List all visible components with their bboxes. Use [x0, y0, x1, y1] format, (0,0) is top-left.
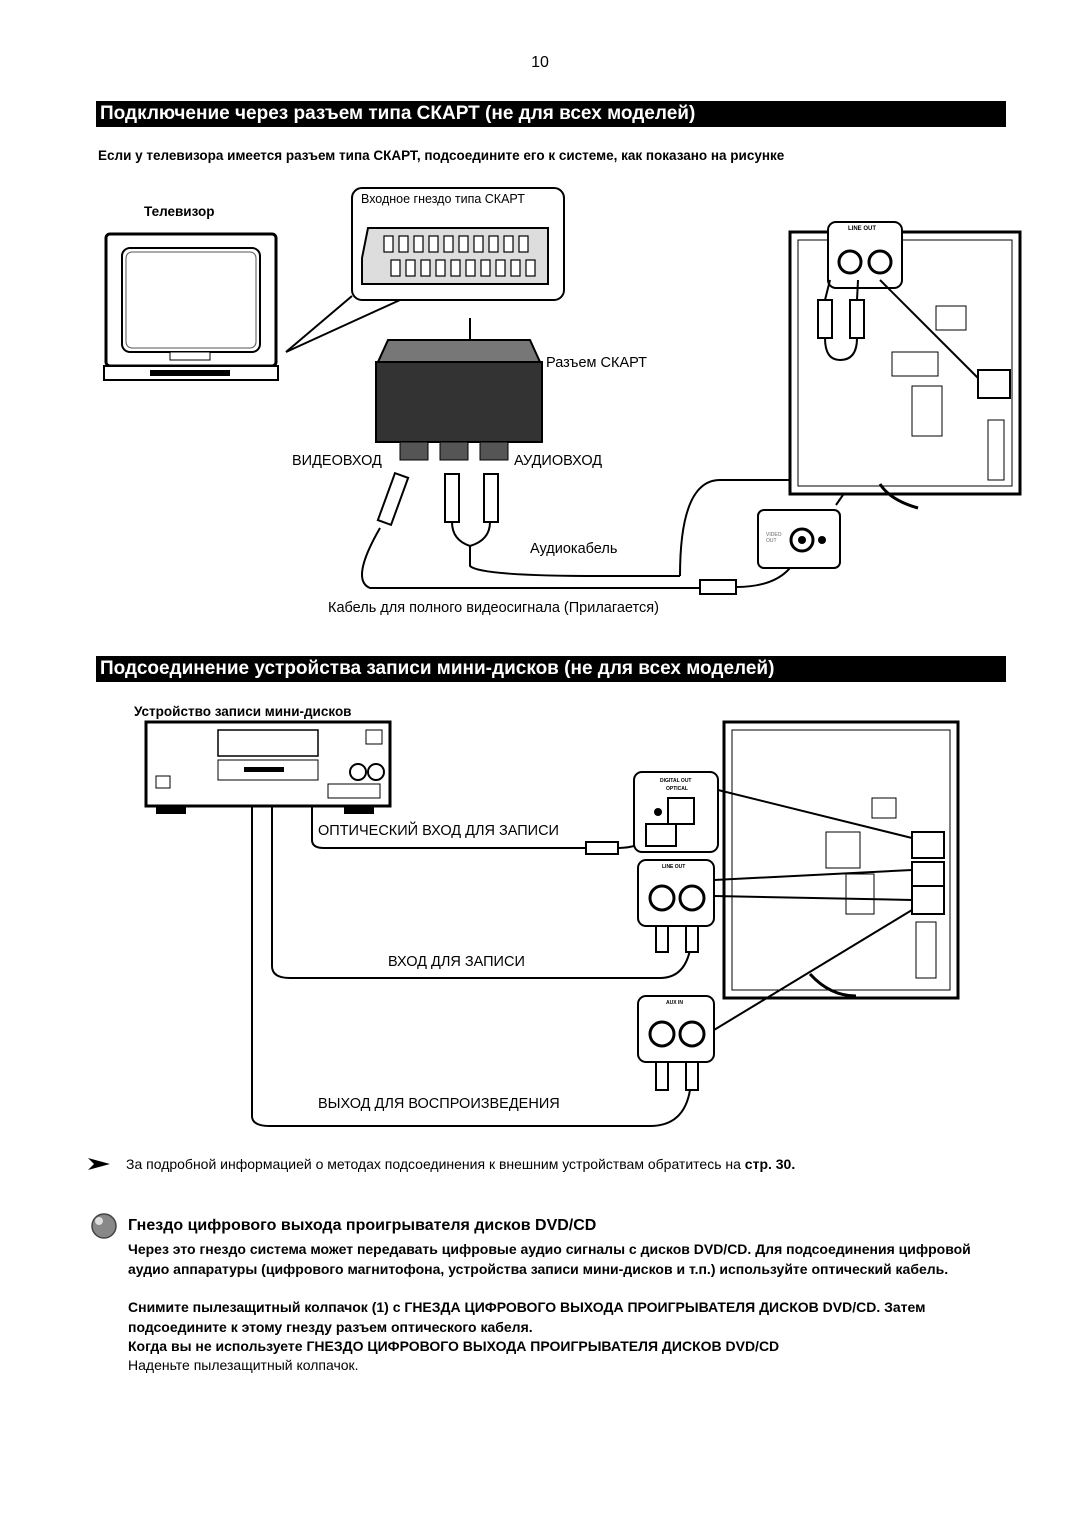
- md-recorder-label: Устройство записи мини-дисков: [134, 704, 352, 719]
- scart-input-label: Входное гнездо типа СКАРТ: [361, 192, 525, 206]
- line-out-panel-label-1: LINE OUT: [848, 226, 876, 232]
- audio-in-label: АУДИОВХОД: [514, 453, 603, 469]
- audio-cable-label: Аудиокабель: [530, 541, 618, 557]
- line-out-panel-2: [638, 860, 714, 952]
- tv-label: Телевизор: [144, 204, 215, 219]
- reference-page-link: стр. 30.: [744, 1156, 796, 1172]
- aux-in-panel-label: AUX IN: [666, 1000, 683, 1006]
- system-rear-panel-1: [790, 222, 1020, 508]
- reference-note-text: За подробной информацией о методах подсоединения к внешним устройствам обратитесь на: [126, 1156, 741, 1172]
- digital-out-paragraph-1: Через это гнездо система может передавать цифровые аудио сигналы с дисков DVD/CD. Для подсоединения цифровой аудио аппаратуры (цифрового магнитофона, устройства записи мини-дисков и т.п.) используйте оптический кабель.: [128, 1241, 971, 1277]
- aux-in-panel: [638, 996, 714, 1090]
- section-scart-title: Подключение через разъем типа СКАРТ (не для всех моделей): [96, 101, 1006, 127]
- optical-in-label: ОПТИЧЕСКИЙ ВХОД ДЛЯ ЗАПИСИ: [318, 823, 559, 839]
- digital-out-paragraph-4: Наденьте пылезащитный колпачок.: [128, 1357, 359, 1373]
- section-md-title: Подсоединение устройства записи мини-дисков (не для всех моделей): [96, 656, 1006, 682]
- md-recorder-illustration: [146, 722, 390, 814]
- line-out-panel-label-2: LINE OUT: [662, 864, 686, 870]
- scart-connector-label: Разъем СКАРТ: [546, 355, 648, 371]
- video-in-label: ВИДЕОВХОД: [292, 453, 382, 469]
- tv-illustration: [104, 234, 278, 380]
- video-out-panel-label: VIDEO OUT: [766, 532, 782, 544]
- play-out-label: ВЫХОД ДЛЯ ВОСПРОИЗВЕДЕНИЯ: [318, 1096, 560, 1112]
- reference-note: [126, 1156, 795, 1172]
- scart-adapter: [376, 318, 542, 460]
- digital-out-panel-label: DIGITAL OUT: [660, 778, 692, 784]
- digital-out-panel: [634, 772, 718, 852]
- digital-out-paragraph-3: Когда вы не используете ГНЕЗДО ЦИФРОВОГО ВЫХОДА ПРОИГРЫВАТЕЛЯ ДИСКОВ DVD/CD: [128, 1338, 780, 1354]
- bullet-icon: [92, 1214, 116, 1238]
- rec-in-label: ВХОД ДЛЯ ЗАПИСИ: [388, 954, 525, 970]
- arrow-icon: [88, 1158, 110, 1170]
- scart-socket-callout: [286, 188, 564, 352]
- optical-panel-label: OPTICAL: [666, 786, 688, 792]
- video-cable-label: Кабель для полного видеосигнала (Прилагается): [328, 600, 659, 616]
- page-number: 10: [531, 54, 549, 71]
- system-rear-panel-2: [714, 722, 958, 1030]
- digital-out-title: Гнездо цифрового выхода проигрывателя дисков DVD/CD: [128, 1217, 597, 1234]
- digital-out-paragraph-2: Снимите пылезащитный колпачок (1) с ГНЕЗДА ЦИФРОВОГО ВЫХОДА ПРОИГРЫВАТЕЛЯ ДИСКОВ DVD/CD. Затем подсоедините к этому гнезду разъем оптического кабеля.: [128, 1299, 926, 1335]
- scart-intro-text: Если у телевизора имеется разъем типа СКАРТ, подсоедините его к системе, как показано на рисунке: [98, 148, 785, 163]
